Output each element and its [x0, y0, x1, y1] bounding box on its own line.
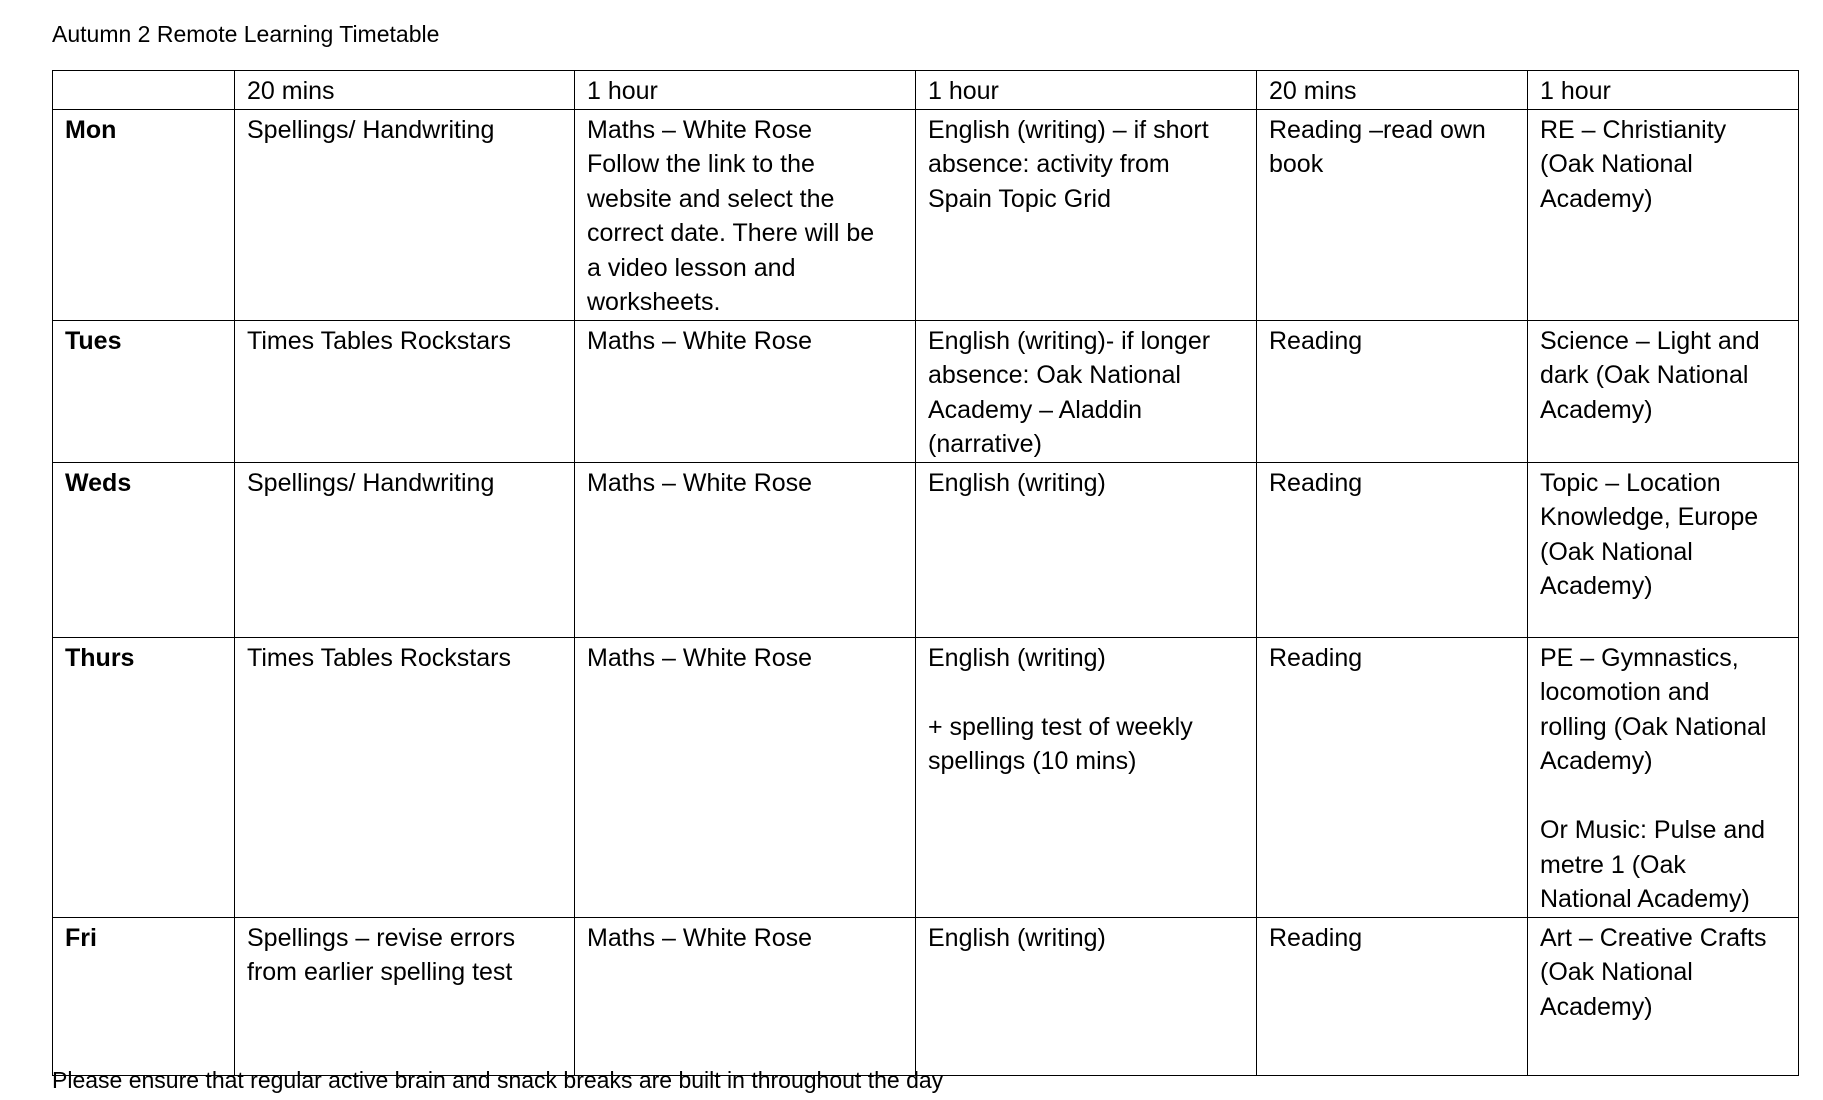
timetable-body: [53, 71, 1799, 1076]
lesson-text: Academy): [1540, 572, 1653, 600]
day-cell: [53, 109, 235, 320]
lesson-text: Knowledge, Europe: [1540, 503, 1759, 531]
lesson-cell: [916, 462, 1257, 637]
lesson-text: Maths – White Rose: [587, 923, 813, 952]
day-cell: [53, 462, 235, 637]
lesson-text: Reading: [1269, 326, 1363, 355]
lesson-cell: [235, 917, 575, 1075]
lesson-text: from earlier spelling test: [247, 958, 513, 986]
lesson-cell: [1257, 462, 1528, 637]
lesson-text: Maths – White Rose: [587, 115, 813, 144]
lesson-cell: [1528, 109, 1799, 320]
lesson-text: Spellings/ Handwriting: [247, 115, 495, 144]
lesson-text: (Oak National: [1540, 150, 1693, 178]
lesson-text: English (writing): [928, 643, 1106, 672]
timetable-row: [53, 320, 1799, 462]
lesson-text: Spellings – revise errors: [247, 923, 516, 952]
lesson-cell: [235, 637, 575, 917]
lesson-text: absence: activity from: [928, 150, 1170, 178]
day-cell: [53, 320, 235, 462]
lesson-text: worksheets.: [587, 288, 721, 316]
lesson-cell: [1257, 320, 1528, 462]
lesson-text: English (writing)- if longer: [928, 326, 1211, 355]
header-label: 1 hour: [928, 77, 999, 105]
lesson-text: book: [1269, 150, 1324, 178]
lesson-text: PE – Gymnastics,: [1540, 643, 1739, 672]
timetable-row: [53, 917, 1799, 1075]
lesson-cell: [575, 917, 916, 1075]
lesson-text: website and select the: [587, 184, 835, 213]
lesson-text: Reading: [1269, 468, 1363, 497]
lesson-cell: [575, 462, 916, 637]
lesson-text: Follow the link to the: [587, 150, 815, 178]
lesson-text: Reading –read own: [1269, 115, 1486, 144]
lesson-cell: [235, 320, 575, 462]
header-row: [53, 71, 1799, 110]
lesson-text: Or Music: Pulse and: [1540, 816, 1766, 844]
header-cell-duration: [235, 71, 575, 110]
lesson-text: metre 1 (Oak: [1540, 850, 1686, 879]
footer-note: Please ensure that regular active brain and snack breaks are built in throughout the day: [52, 1067, 944, 1093]
lesson-cell: [916, 917, 1257, 1075]
lesson-text: Academy – Aladdin: [928, 395, 1143, 424]
lesson-cell: [1528, 462, 1799, 637]
lesson-cell: [235, 109, 575, 320]
lesson-text: (Oak National: [1540, 958, 1693, 986]
lesson-cell: [916, 109, 1257, 320]
lesson-cell: [1257, 637, 1528, 917]
lesson-text: rolling (Oak National: [1540, 712, 1767, 741]
header-label: 1 hour: [1540, 77, 1611, 105]
header-cell-duration: [575, 71, 916, 110]
lesson-text: (Oak National: [1540, 537, 1693, 566]
header-cell-duration: [916, 71, 1257, 110]
lesson-text: Maths – White Rose: [587, 468, 813, 497]
lesson-text: spellings (10 mins): [928, 747, 1137, 775]
lesson-text: + spelling test of weekly: [928, 712, 1193, 741]
header-cell-day: [53, 71, 235, 110]
timetable-row: [53, 462, 1799, 637]
lesson-cell: [575, 320, 916, 462]
header-cell-duration: [1257, 71, 1528, 110]
lesson-text: RE – Christianity: [1540, 115, 1727, 144]
lesson-text: English (writing): [928, 923, 1106, 952]
lesson-text: [1540, 779, 1786, 814]
lesson-text: Spain Topic Grid: [928, 184, 1111, 213]
lesson-text: Academy): [1540, 992, 1653, 1021]
day-label: Thurs: [65, 643, 135, 672]
timetable-row: [53, 109, 1799, 320]
day-label: Tues: [65, 326, 122, 355]
lesson-text: Academy): [1540, 395, 1653, 424]
lesson-text: Maths – White Rose: [587, 643, 813, 672]
lesson-text: Spellings/ Handwriting: [247, 468, 495, 497]
lesson-text: Academy): [1540, 747, 1653, 775]
lesson-cell: [1257, 109, 1528, 320]
lesson-text: Art – Creative Crafts: [1540, 923, 1767, 952]
lesson-text: Maths – White Rose: [587, 326, 813, 355]
day-cell: [53, 637, 235, 917]
lesson-text: Science – Light and: [1540, 326, 1760, 355]
lesson-text: absence: Oak National: [928, 361, 1181, 389]
lesson-text: English (writing) – if short: [928, 115, 1209, 144]
lesson-text: Times Tables Rockstars: [247, 643, 511, 672]
timetable: [52, 70, 1799, 1076]
lesson-text: Topic – Location: [1540, 468, 1721, 497]
lesson-cell: [575, 109, 916, 320]
lesson-text: (narrative): [928, 430, 1042, 458]
lesson-cell: [1528, 917, 1799, 1075]
header-label: 1 hour: [587, 77, 658, 105]
header-label: 20 mins: [247, 77, 335, 105]
lesson-cell: [1528, 637, 1799, 917]
lesson-text: English (writing): [928, 468, 1106, 497]
lesson-text: Reading: [1269, 923, 1363, 952]
header-cell-duration: [1528, 71, 1799, 110]
lesson-text: Academy): [1540, 184, 1653, 213]
lesson-text: a video lesson and: [587, 253, 796, 282]
lesson-cell: [1257, 917, 1528, 1075]
lesson-cell: [575, 637, 916, 917]
day-label: Fri: [65, 923, 97, 952]
lesson-text: locomotion and: [1540, 678, 1710, 706]
lesson-cell: [916, 320, 1257, 462]
lesson-text: dark (Oak National: [1540, 361, 1749, 389]
lesson-text: National Academy): [1540, 885, 1750, 913]
lesson-cell: [1528, 320, 1799, 462]
lesson-text: Reading: [1269, 643, 1363, 672]
day-label: Mon: [65, 115, 117, 144]
lesson-text: [928, 675, 1244, 710]
document-title: Autumn 2 Remote Learning Timetable: [52, 21, 440, 47]
day-label: Weds: [65, 468, 132, 497]
lesson-text: Times Tables Rockstars: [247, 326, 511, 355]
lesson-text: correct date. There will be: [587, 219, 875, 247]
timetable-row: [53, 637, 1799, 917]
lesson-cell: [235, 462, 575, 637]
lesson-cell: [916, 637, 1257, 917]
header-label: 20 mins: [1269, 77, 1357, 105]
day-cell: [53, 917, 235, 1075]
